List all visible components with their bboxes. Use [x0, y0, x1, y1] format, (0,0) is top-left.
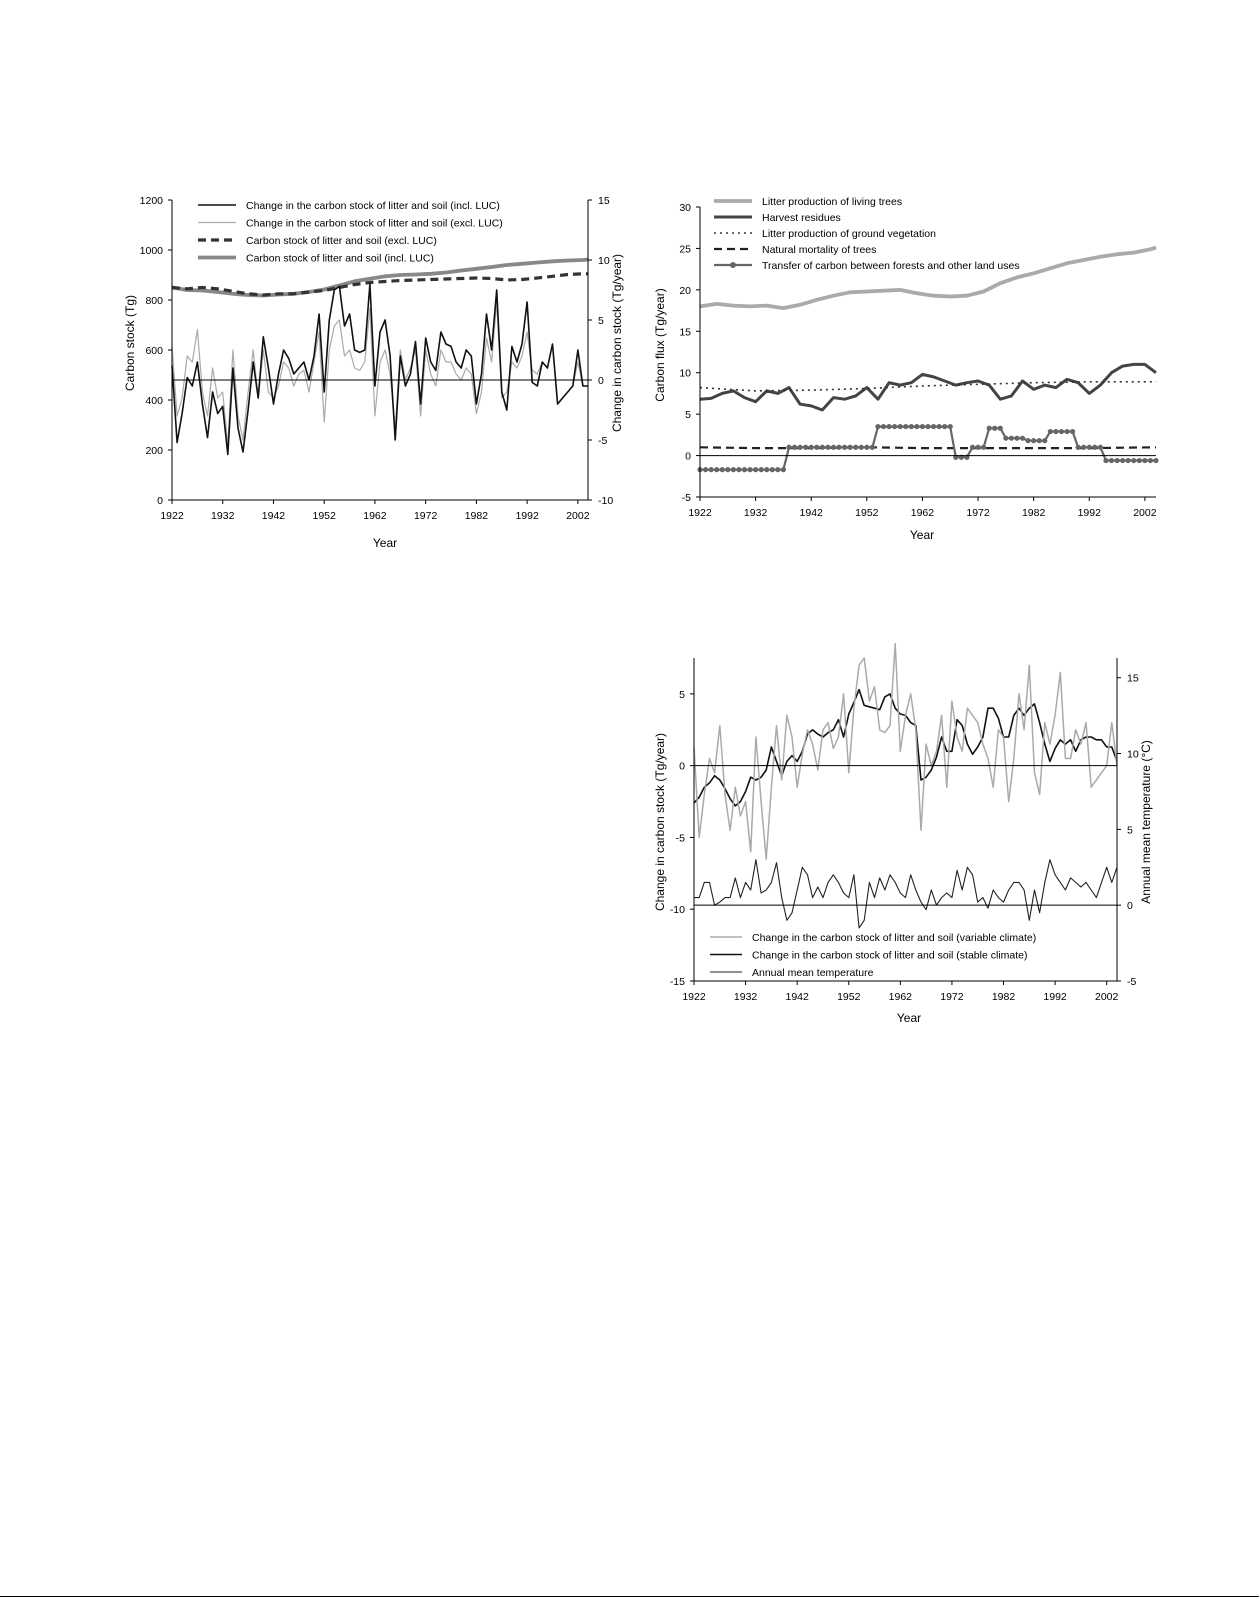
- x-tick-label: 1962: [363, 510, 387, 522]
- x-tick-label: 1962: [888, 991, 913, 1003]
- series-marker: [1153, 458, 1158, 463]
- legend-label: Change in the carbon stock of litter and soil (stable climate): [752, 949, 1028, 962]
- series-marker: [797, 445, 802, 450]
- legend-label: Harvest residues: [762, 212, 841, 224]
- x-tick-label: 1942: [261, 510, 286, 522]
- series-marker: [948, 424, 953, 429]
- chart-carbon-stock: [123, 195, 624, 550]
- series-marker: [731, 467, 736, 472]
- y-tick-label: 800: [145, 295, 163, 307]
- series-marker: [842, 445, 847, 450]
- series-marker: [909, 424, 914, 429]
- legend-label: Change in the carbon stock of litter and soil (excl. LUC): [246, 217, 503, 230]
- x-tick-label: 1922: [682, 991, 706, 1003]
- y-tick-label: 200: [145, 445, 163, 457]
- y-tick-label: 0: [679, 760, 685, 773]
- legend-label: Transfer of carbon between forests and other land uses: [762, 260, 1020, 272]
- series-marker: [1014, 436, 1019, 441]
- y-tick-label: 10: [679, 367, 691, 380]
- series-marker: [1092, 445, 1097, 450]
- x-tick-label: 2002: [566, 510, 590, 522]
- y-tick-label: 5: [679, 688, 685, 701]
- y-tick-label: 400: [145, 395, 163, 407]
- series-line-3: [694, 860, 1117, 928]
- series-marker: [987, 426, 992, 431]
- series-marker: [1037, 438, 1042, 443]
- series-marker: [864, 445, 869, 450]
- chart-carbon-flux-legend: [714, 196, 1020, 272]
- series-marker: [937, 424, 942, 429]
- legend-label: Change in the carbon stock of litter and soil (incl. LUC): [246, 200, 500, 212]
- x-tick-label: 1932: [733, 991, 758, 1003]
- legend-label: Carbon stock of litter and soil (excl. LUC): [246, 235, 437, 247]
- series-marker: [753, 467, 758, 472]
- chart-carbon-flux-xlabel: Year: [909, 528, 935, 542]
- x-tick-label: 1972: [413, 510, 438, 522]
- series-marker: [1031, 438, 1036, 443]
- series-marker: [975, 445, 980, 450]
- series-marker: [736, 467, 741, 472]
- series-marker: [1003, 436, 1008, 441]
- series-marker: [1009, 436, 1014, 441]
- y2-tick-label: 15: [1127, 672, 1139, 685]
- y-tick-label: 30: [679, 202, 691, 214]
- series-marker: [781, 467, 786, 472]
- series-marker: [998, 426, 1003, 431]
- x-tick-label: 1922: [160, 510, 184, 522]
- y-tick-label: 20: [679, 284, 691, 297]
- x-tick-label: 1952: [855, 507, 879, 519]
- series-marker: [836, 445, 841, 450]
- series-marker: [1064, 429, 1069, 434]
- x-tick-label: 1922: [688, 507, 712, 519]
- chart-climate-effect-legend: [710, 932, 1036, 979]
- series-marker: [1120, 458, 1125, 463]
- chart-carbon-flux: [653, 196, 1159, 542]
- x-tick-label: 1992: [1043, 991, 1067, 1003]
- series-marker: [714, 467, 719, 472]
- series-marker: [1020, 436, 1025, 441]
- series-line-2: [700, 364, 1156, 410]
- chart-carbon-flux-lines: [697, 248, 1158, 473]
- x-tick-label: 2002: [1133, 507, 1157, 519]
- series-marker: [825, 445, 830, 450]
- series-marker: [898, 424, 903, 429]
- y2-tick-label: -5: [598, 435, 608, 447]
- y-tick-label: 600: [145, 345, 163, 357]
- y-tick-label: 0: [157, 495, 163, 507]
- x-tick-label: 1932: [211, 510, 235, 522]
- series-marker: [742, 467, 747, 472]
- x-tick-label: 1992: [1077, 507, 1101, 519]
- series-marker: [992, 426, 997, 431]
- y-tick-label: -5: [681, 492, 691, 504]
- series-marker: [775, 467, 780, 472]
- chart-carbon-stock-legend: [198, 200, 503, 265]
- series-marker: [1048, 429, 1053, 434]
- series-marker: [1059, 429, 1064, 434]
- series-marker: [1131, 458, 1136, 463]
- chart-carbon-stock-ylabel: Carbon stock (Tg): [123, 294, 137, 392]
- series-marker: [942, 424, 947, 429]
- chart-carbon-stock-xlabel: Year: [372, 536, 398, 550]
- series-marker: [820, 445, 825, 450]
- chart-climate-effect-ylabel: Change in carbon stock (Tg/year): [653, 732, 667, 912]
- series-marker: [892, 424, 897, 429]
- series-marker: [920, 424, 925, 429]
- series-marker: [1025, 438, 1030, 443]
- chart-climate-effect: [653, 644, 1153, 1025]
- x-tick-label: 1932: [743, 507, 768, 519]
- series-marker: [1114, 458, 1119, 463]
- chart-carbon-stock-y2label: Change in carbon stock (Tg/year): [610, 253, 624, 433]
- series-marker: [803, 445, 808, 450]
- legend-marker: [730, 262, 736, 268]
- series-marker: [970, 445, 975, 450]
- y-tick-label: -10: [669, 904, 685, 917]
- series-marker: [770, 467, 775, 472]
- chart-climate-effect-lines: [694, 644, 1117, 928]
- series-marker: [870, 445, 875, 450]
- series-marker: [1148, 458, 1153, 463]
- series-marker: [1042, 438, 1047, 443]
- series-marker: [786, 445, 791, 450]
- y2-tick-label: -5: [1127, 976, 1137, 988]
- series-marker: [759, 467, 764, 472]
- x-tick-label: 1942: [785, 991, 809, 1003]
- legend-label: Litter production of living trees: [762, 196, 903, 208]
- series-marker: [931, 424, 936, 429]
- y2-tick-label: -10: [598, 495, 614, 507]
- legend-label: Carbon stock of litter and soil (incl. LUC): [246, 252, 434, 265]
- legend-label: Annual mean temperature: [752, 967, 874, 979]
- legend-label: Litter production of ground vegetation: [762, 228, 936, 240]
- x-tick-label: 1952: [312, 510, 336, 522]
- x-tick-label: 1992: [515, 510, 539, 522]
- legend-label: Natural mortality of trees: [762, 244, 877, 256]
- y-tick-label: -5: [675, 832, 685, 845]
- x-tick-label: 2002: [1095, 991, 1119, 1003]
- chart-carbon-stock-lines: [172, 260, 588, 455]
- series-marker: [709, 467, 714, 472]
- series-line-3: [700, 382, 1156, 391]
- y-tick-label: 1000: [139, 245, 163, 257]
- y2-tick-label: 5: [598, 315, 604, 327]
- series-line-2: [172, 302, 588, 446]
- series-marker: [925, 424, 930, 429]
- series-marker: [1053, 429, 1058, 434]
- series-marker: [881, 424, 886, 429]
- series-marker: [914, 424, 919, 429]
- x-tick-label: 1942: [799, 507, 823, 519]
- series-marker: [903, 424, 908, 429]
- x-tick-label: 1982: [1021, 507, 1046, 519]
- series-marker: [725, 467, 730, 472]
- legend-label: Change in the carbon stock of litter and soil (variable climate): [752, 932, 1037, 944]
- series-marker: [764, 467, 769, 472]
- series-marker: [1126, 458, 1131, 463]
- series-marker: [981, 445, 986, 450]
- chart-climate-effect-y2label: Annual mean temperature (°C): [1139, 740, 1153, 904]
- y2-tick-label: 0: [598, 375, 604, 387]
- x-tick-label: 1972: [940, 991, 964, 1003]
- y-tick-label: -15: [669, 976, 685, 988]
- page-bottom-rule: [0, 1596, 1259, 1597]
- y-tick-label: 25: [679, 243, 691, 256]
- y2-tick-label: 15: [598, 195, 610, 207]
- y2-tick-label: 0: [1127, 900, 1133, 913]
- y-tick-label: 15: [679, 326, 691, 339]
- x-tick-label: 1982: [464, 510, 489, 522]
- series-marker: [875, 424, 880, 429]
- y2-tick-label: 10: [598, 255, 610, 267]
- chart-carbon-flux-ylabel: Carbon flux (Tg/year): [653, 288, 667, 402]
- series-marker: [1076, 445, 1081, 450]
- series-marker: [859, 445, 864, 450]
- series-marker: [1081, 445, 1086, 450]
- x-tick-label: 1962: [910, 507, 935, 519]
- series-marker: [720, 467, 725, 472]
- series-marker: [886, 424, 891, 429]
- series-marker: [831, 445, 836, 450]
- series-marker: [1070, 429, 1075, 434]
- x-tick-label: 1952: [837, 991, 861, 1003]
- series-marker: [747, 467, 752, 472]
- series-marker: [1103, 458, 1108, 463]
- series-marker: [848, 445, 853, 450]
- series-marker: [853, 445, 858, 450]
- series-line-4: [172, 260, 588, 296]
- series-marker: [703, 467, 708, 472]
- series-marker: [809, 445, 814, 450]
- y2-tick-label: 10: [1127, 748, 1139, 761]
- series-marker: [792, 445, 797, 450]
- series-marker: [1109, 458, 1114, 463]
- y2-tick-label: 5: [1127, 824, 1133, 837]
- y-tick-label: 5: [685, 409, 691, 422]
- y-tick-label: 1200: [139, 195, 163, 207]
- series-marker: [1087, 445, 1092, 450]
- series-line-1: [700, 248, 1156, 309]
- x-tick-label: 1972: [966, 507, 990, 519]
- series-marker: [1098, 445, 1103, 450]
- chart-climate-effect-xlabel: Year: [896, 1011, 922, 1025]
- y-tick-label: 0: [685, 450, 691, 463]
- series-marker: [1142, 458, 1147, 463]
- x-tick-label: 1982: [991, 991, 1016, 1003]
- series-marker: [814, 445, 819, 450]
- series-marker: [1137, 458, 1142, 463]
